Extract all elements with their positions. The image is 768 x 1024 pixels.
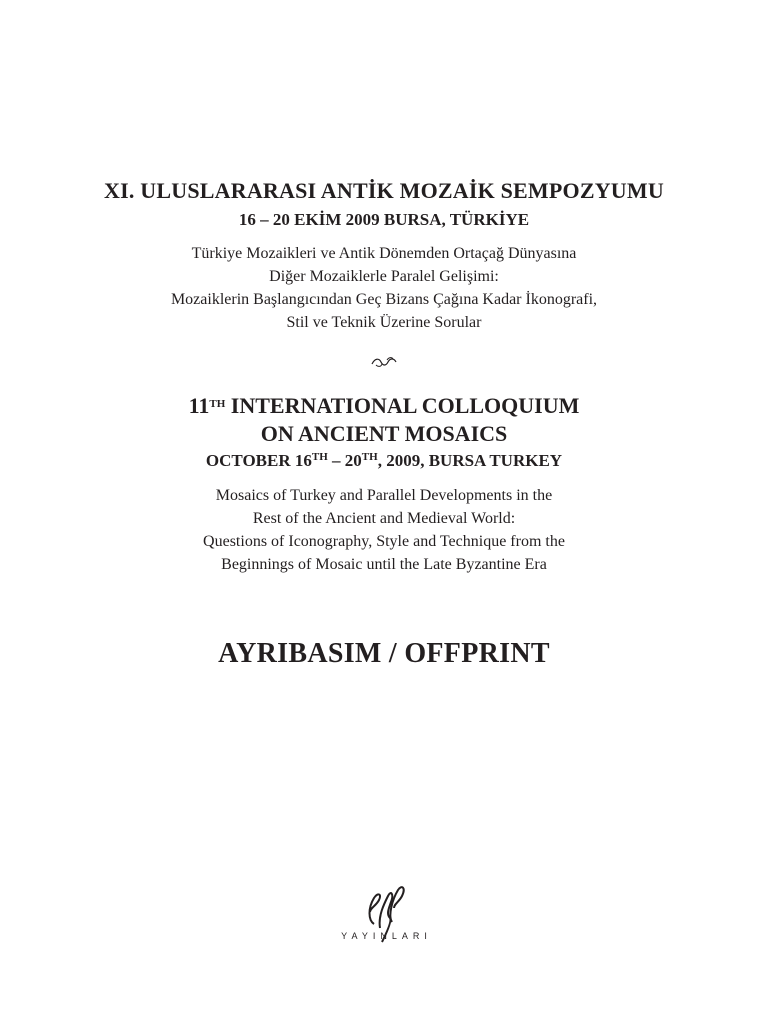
- title-ordinal: TH: [209, 398, 226, 410]
- english-colloquium-date: [0, 451, 768, 471]
- english-subtitle-line: Mosaics of Turkey and Parallel Developments in the: [215, 487, 553, 504]
- date-part: – 20: [327, 451, 362, 470]
- publisher-wordmark: YAYINLARI: [341, 931, 432, 941]
- turkish-subtitle: [0, 242, 768, 334]
- date-ordinal: TH: [311, 451, 328, 463]
- english-colloquium-title-line1: [0, 392, 768, 420]
- turkish-symposium-title: XI. ULUSLARARASI ANTİK MOZAİK SEMPOZYUMU: [104, 178, 664, 203]
- turkish-subtitle-line: Türkiye Mozaikleri ve Antik Dönemden Ortaçağ Dünyasına: [191, 245, 577, 262]
- ornament-divider-icon: [0, 352, 768, 373]
- english-subtitle-line: Rest of the Ancient and Medieval World:: [252, 510, 516, 527]
- english-subtitle-line: Beginnings of Mosaic until the Late Byzantine Era: [221, 556, 547, 573]
- date-ordinal: TH: [361, 451, 378, 463]
- english-colloquium-title-line2: ON ANCIENT MOSAICS: [260, 421, 508, 446]
- title-number: 11: [188, 393, 210, 418]
- turkish-subtitle-line: Mozaiklerin Başlangıcından Geç Bizans Çağına Kadar İkonografi,: [170, 291, 598, 308]
- turkish-subtitle-line: Diğer Mozaiklerle Paralel Gelişimi:: [269, 268, 499, 285]
- ornament-swirl-icon: [370, 356, 398, 368]
- date-part: , 2009, BURSA TURKEY: [377, 451, 563, 470]
- date-part: OCTOBER 16: [205, 451, 312, 470]
- turkish-symposium-date: 16 – 20 EKİM 2009 BURSA, TÜRKİYE: [238, 210, 530, 229]
- english-subtitle: [0, 484, 768, 576]
- offprint-heading: AYRIBASIM / OFFPRINT: [218, 638, 550, 669]
- title-rest: INTERNATIONAL COLLOQUIUM: [225, 393, 580, 418]
- english-subtitle-line: Questions of Iconography, Style and Technique from the: [203, 533, 565, 550]
- turkish-subtitle-line: Stil ve Teknik Üzerine Sorular: [286, 314, 482, 331]
